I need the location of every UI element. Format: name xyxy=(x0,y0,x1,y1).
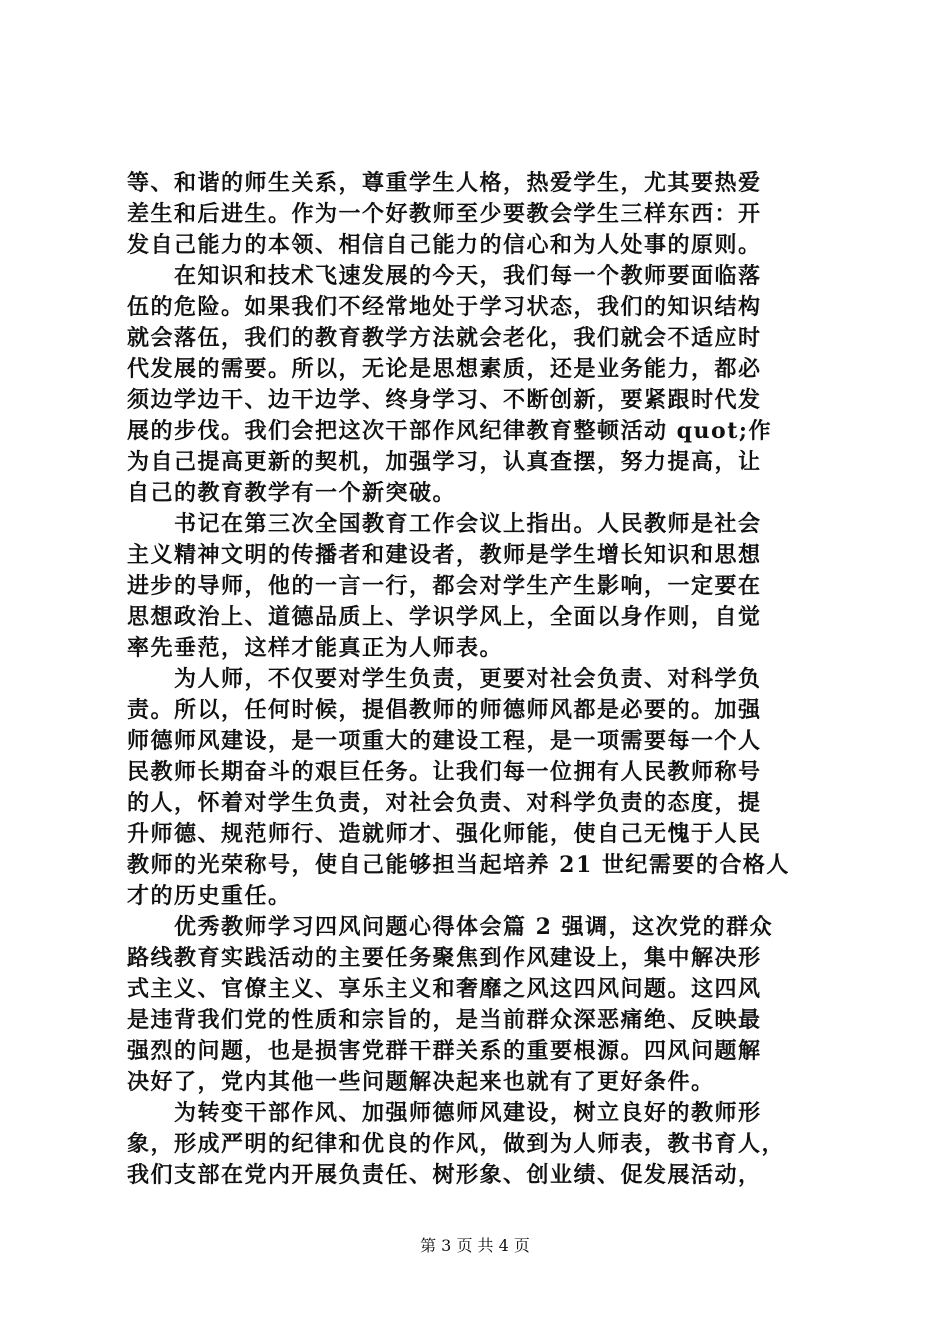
text-line: 进步的导师，他的一言一行，都会对学生产生影响，一定要在 xyxy=(127,573,762,599)
text-line: 优秀教师学习四风问题心得体会篇 2 强调，这次党的群众 xyxy=(127,914,774,940)
text-line: 民教师长期奋斗的艰巨任务。让我们每一位拥有人民教师称号 xyxy=(127,759,762,785)
text-line: 为自己提高更新的契机，加强学习，认真查摆，努力提高，让 xyxy=(127,449,762,475)
text-line: 象，形成严明的纪律和优良的作风，做到为人师表，教书育人， xyxy=(127,1131,786,1157)
text-line: 决好了，党内其他一些问题解决起来也就有了更好条件。 xyxy=(127,1069,715,1095)
text-line: 书记在第三次全国教育工作会议上指出。人民教师是社会 xyxy=(127,511,762,537)
text-line: 是违背我们党的性质和宗旨的，是当前群众深恶痛绝、反映最 xyxy=(127,1007,762,1033)
text-line: 强烈的问题，也是损害党群干群关系的重要根源。四风问题解 xyxy=(127,1038,762,1064)
text-line: 率先垂范，这样才能真正为人师表。 xyxy=(127,635,504,661)
text-line: 主义精神文明的传播者和建设者，教师是学生增长知识和思想 xyxy=(127,542,762,568)
text-line: 发自己能力的本领、相信自己能力的信心和为人处事的原则。 xyxy=(127,232,762,258)
text-line: 为转变干部作风、加强师德师风建设，树立良好的教师形 xyxy=(127,1100,762,1126)
text-line: 教师的光荣称号，使自己能够担当起培养 21 世纪需要的合格人 xyxy=(127,852,790,878)
text-line: 式主义、官僚主义、享乐主义和奢靡之风这四风问题。这四风 xyxy=(127,976,762,1002)
text-line: 展的步伐。我们会把这次干部作风纪律教育整顿活动 quot;作 xyxy=(127,418,772,444)
text-line: 自己的教育教学有一个新突破。 xyxy=(127,480,457,506)
text-line: 等、和谐的师生关系，尊重学生人格，热爱学生，尤其要热爱 xyxy=(127,170,762,196)
text-line: 责。所以，任何时候，提倡教师的师德师风都是必要的。加强 xyxy=(127,697,762,723)
page-footer: 第 3 页 共 4 页 xyxy=(420,1236,530,1255)
text-line: 的人，怀着对学生负责，对社会负责、对科学负责的态度，提 xyxy=(127,790,762,816)
body-text xyxy=(127,168,839,1191)
text-line: 我们支部在党内开展负责任、树形象、创业绩、促发展活动， xyxy=(127,1162,762,1188)
text-line: 在知识和技术飞速发展的今天，我们每一个教师要面临落 xyxy=(127,263,762,289)
text-line: 就会落伍，我们的教育教学方法就会老化，我们就会不适应时 xyxy=(127,325,762,351)
text-line: 为人师，不仅要对学生负责，更要对社会负责、对科学负 xyxy=(127,666,762,692)
text-line: 代发展的需要。所以，无论是思想素质，还是业务能力，都必 xyxy=(127,356,762,382)
text-line: 伍的危险。如果我们不经常地处于学习状态，我们的知识结构 xyxy=(127,294,762,320)
text-line: 路线教育实践活动的主要任务聚焦到作风建设上，集中解决形 xyxy=(127,945,762,971)
text-line: 才的历史重任。 xyxy=(127,883,292,909)
text-line: 须边学边干、边干边学、终身学习、不断创新，要紧跟时代发 xyxy=(127,387,762,413)
text-line: 升师德、规范师行、造就师才、强化师能，使自己无愧于人民 xyxy=(127,821,762,847)
text-line: 师德师风建设，是一项重大的建设工程，是一项需要每一个人 xyxy=(127,728,762,754)
text-line: 思想政治上、道德品质上、学识学风上，全面以身作则，自觉 xyxy=(127,604,762,630)
text-line: 差生和后进生。作为一个好教师至少要教会学生三样东西：开 xyxy=(127,201,762,227)
